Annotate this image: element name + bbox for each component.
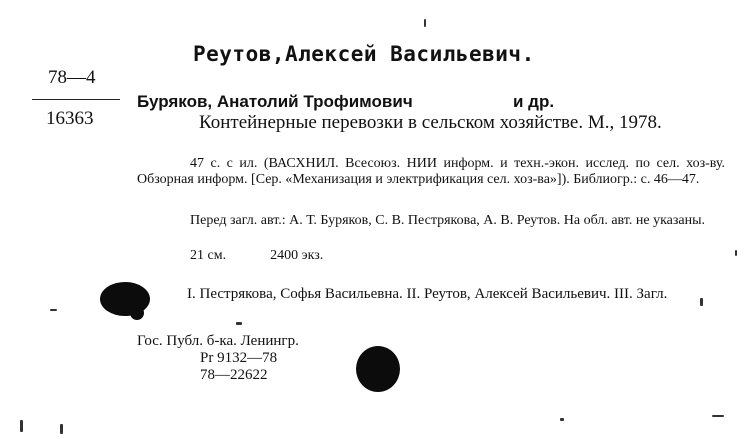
- tracings: I. Пестрякова, Софья Васильевна. II. Реутов, Алексей Васильевич. III. Загл.: [187, 286, 668, 302]
- card-control-number: 78—22622: [200, 367, 268, 383]
- size: 21 см.: [190, 248, 227, 263]
- ink-blot: [356, 346, 400, 392]
- speck: [700, 298, 703, 306]
- speck: [20, 420, 23, 432]
- speck: [424, 19, 426, 27]
- divider-rule: [32, 99, 120, 100]
- card-number: 16363: [46, 108, 94, 129]
- author-name: Буряков, Анатолий Трофимович: [137, 92, 413, 111]
- physical-extent: [190, 248, 323, 264]
- speck: [236, 322, 242, 325]
- speck: [735, 250, 737, 256]
- pr-number: Pr 9132—78: [200, 350, 278, 366]
- speck: [60, 424, 63, 434]
- title-statement: Контейнерные перевозки в сельском хозяйстве. М., 1978.: [199, 112, 662, 133]
- ink-blot: [130, 306, 144, 320]
- collation-notes: 47 с. с ил. (ВАСХНИЛ. Всесоюз. НИИ информ. и техн.-экон. исслед. по сел. хоз-ву. Обзорная информ. [Сер. «Механизация и электрификация сел. хоз-ва»]). Библиогр.: с. 46—47.: [137, 156, 725, 187]
- et-al: и др.: [513, 92, 555, 111]
- print-run: 2400 экз.: [270, 248, 324, 263]
- speck: [712, 415, 724, 417]
- pretitle-note: Перед загл. авт.: А. Т. Буряков, С. В. Пестрякова, А. В. Реутов. На обл. авт. не указаны.: [190, 213, 706, 228]
- library-name: Гос. Публ. б-ка. Ленингр.: [137, 333, 299, 349]
- speck: [50, 309, 57, 311]
- speck: [560, 418, 564, 421]
- card-heading: Реутов,Алексей Васильевич.: [193, 42, 535, 66]
- class-number: 78—4: [48, 67, 96, 88]
